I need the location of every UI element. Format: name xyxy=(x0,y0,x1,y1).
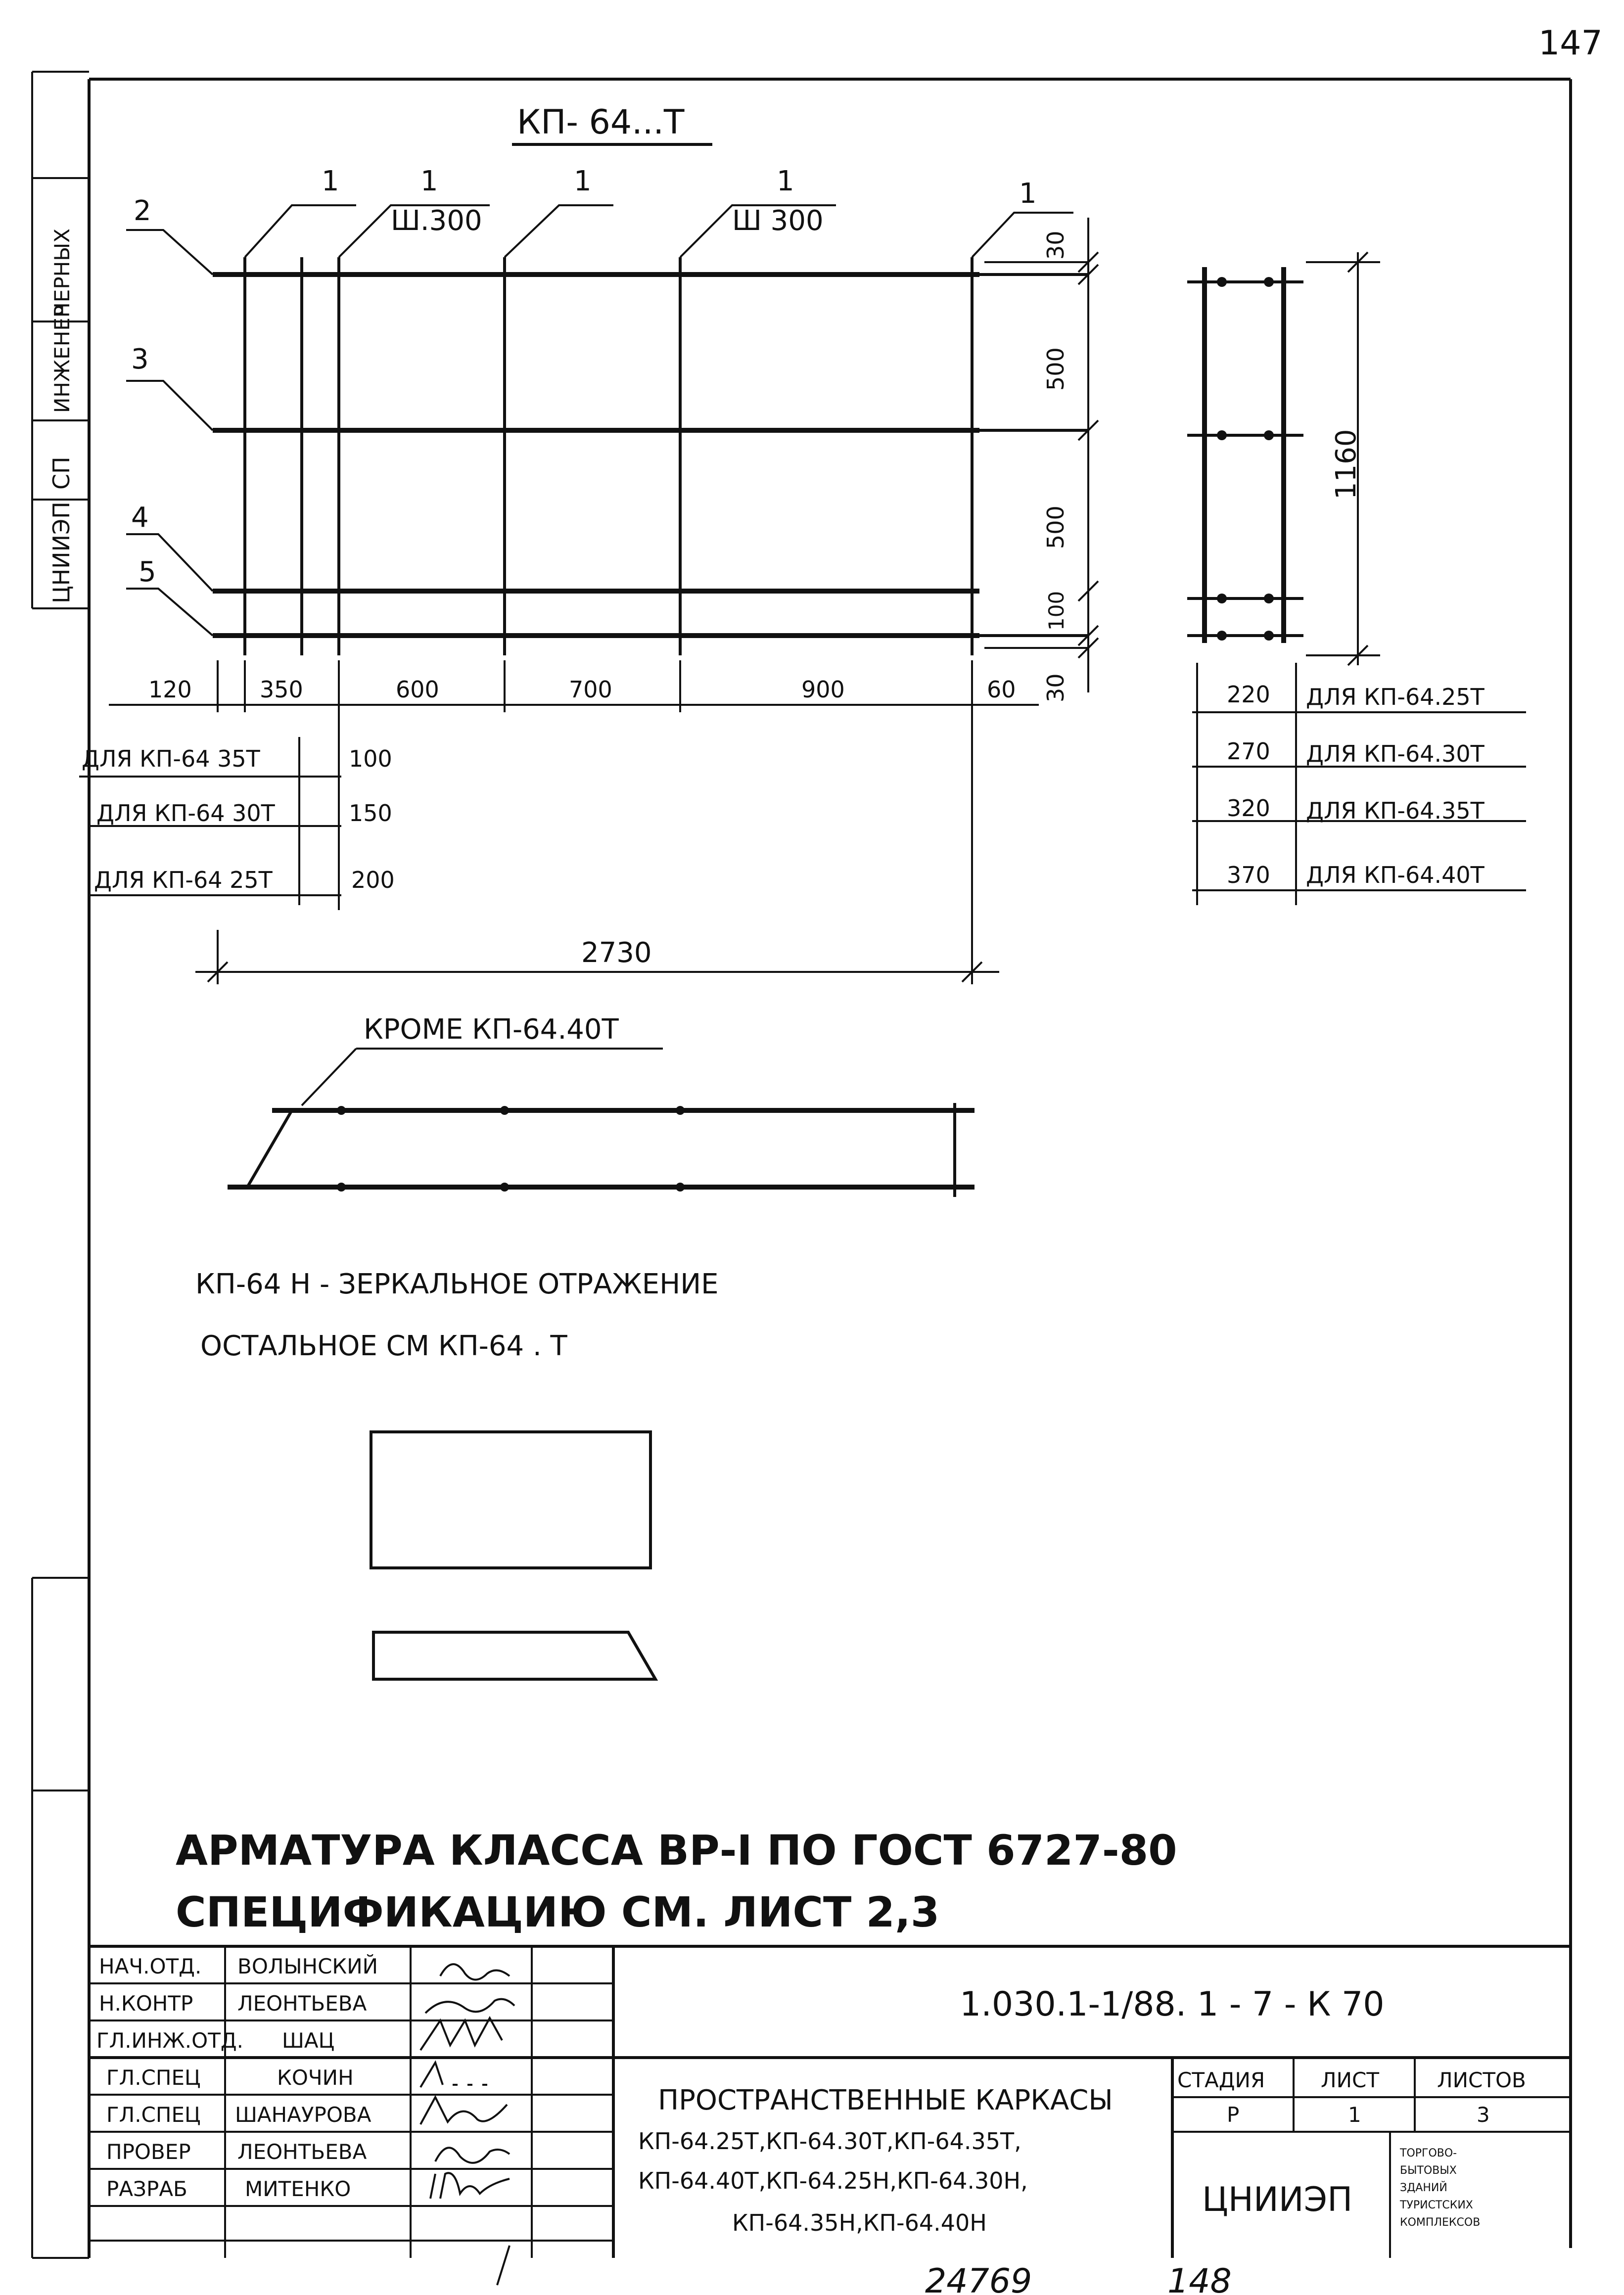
side-trapezoid xyxy=(373,1632,655,1679)
role-5: ГЛ.СПЕЦ xyxy=(106,2103,201,2127)
role-1: НАЧ.ОТД. xyxy=(99,1954,202,1978)
org-sub-2: БЫТОВЫХ xyxy=(1400,2164,1457,2177)
strip-label-2: СП xyxy=(48,457,75,490)
callout-1b-sub: Ш.300 xyxy=(391,205,482,237)
variant-value-3: 200 xyxy=(351,867,395,893)
hdim-4: 700 xyxy=(569,676,612,703)
bottom-number-2: 148 xyxy=(1167,2262,1232,2295)
sheet-header: ЛИСТ xyxy=(1321,2068,1379,2092)
section-label-2: ДЛЯ КП-64.30Т xyxy=(1306,740,1485,767)
callout-1a: 1 xyxy=(322,165,339,197)
name-7: МИТЕНКО xyxy=(245,2177,351,2201)
hdim-5: 900 xyxy=(801,676,845,703)
sheet-value: 1 xyxy=(1348,2103,1361,2127)
org-sub-4: ТУРИСТСКИХ xyxy=(1400,2199,1473,2211)
variant-value-2: 150 xyxy=(349,800,392,826)
section-width-3: 320 xyxy=(1227,795,1270,822)
total-length: 2730 xyxy=(581,937,652,969)
hdim-3: 600 xyxy=(396,676,439,703)
page-number: 147 xyxy=(1538,24,1603,63)
spec-line-2: СПЕЦИФИКАЦИЮ СМ. ЛИСТ 2,3 xyxy=(176,1888,940,1936)
section-height: 1160 xyxy=(1330,429,1362,500)
doc-code: 1.030.1-1/88. 1 - 7 - К 70 xyxy=(960,1985,1385,2024)
org-name: ЦНИИЭП xyxy=(1202,2180,1353,2219)
hdim-6: 60 xyxy=(987,676,1016,703)
desc-line-4: КП-64.35Н,КП-64.40Н xyxy=(732,2209,987,2236)
hdim-1: 120 xyxy=(148,676,192,703)
name-3: ШАЦ xyxy=(282,2028,335,2053)
name-6: ЛЕОНТЬЕВА xyxy=(237,2140,367,2164)
bottom-number-1: 24769 xyxy=(925,2262,1032,2295)
vertical-dimension-chain xyxy=(1078,218,1098,692)
perspective-sketch xyxy=(228,1049,974,1197)
callout-2: 2 xyxy=(134,195,151,227)
variant-label-2: ДЛЯ КП-64 30Т xyxy=(96,800,275,826)
callout-1c: 1 xyxy=(574,165,592,197)
spec-line-1: АРМАТУРА КЛАССА ВР-I ПО ГОСТ 6727-80 xyxy=(176,1826,1177,1875)
callout-1d: 1 xyxy=(777,165,794,197)
drawing-title: КП- 64...Т xyxy=(517,103,685,142)
variant-value-1: 100 xyxy=(349,745,392,772)
name-1: ВОЛЫНСКИЙ xyxy=(237,1954,378,1978)
org-sub-1: ТОРГОВО- xyxy=(1400,2147,1457,2159)
role-4: ГЛ.СПЕЦ xyxy=(106,2066,201,2090)
vdim-3: 500 xyxy=(1042,505,1069,549)
perspective-note: КРОМЕ КП-64.40Т xyxy=(364,1013,619,1046)
section-label-1: ДЛЯ КП-64.25Т xyxy=(1306,684,1485,710)
org-sub-3: ЗДАНИЙ xyxy=(1400,2182,1447,2194)
section-width-1: 220 xyxy=(1227,681,1270,708)
note-1: КП-64 Н - ЗЕРКАЛЬНОЕ ОТРАЖЕНИЕ xyxy=(195,1268,719,1300)
desc-line-3: КП-64.40Т,КП-64.25Н,КП-64.30Н, xyxy=(638,2167,1028,2194)
stage-header: СТАДИЯ xyxy=(1177,2068,1265,2092)
plan-rectangle xyxy=(371,1432,650,1568)
role-2: Н.КОНТР xyxy=(99,1991,193,2016)
stage-value: Р xyxy=(1227,2103,1240,2127)
callout-1b: 1 xyxy=(420,165,438,197)
role-7: РАЗРАБ xyxy=(106,2177,187,2201)
sheets-header: ЛИСТОВ xyxy=(1437,2068,1526,2092)
vdim-4: 100 xyxy=(1044,591,1068,631)
role-3: ГЛ.ИНЖ.ОТД. xyxy=(96,2028,244,2053)
callout-3: 3 xyxy=(131,343,149,375)
role-6: ПРОВЕР xyxy=(106,2140,191,2164)
name-2: ЛЕОНТЬЕВА xyxy=(237,1991,367,2016)
callout-5: 5 xyxy=(139,556,156,588)
strip-label-1: ЦНИИЭП xyxy=(48,502,75,603)
vdim-5: 30 xyxy=(1042,673,1069,702)
variant-label-3: ДЛЯ КП-64 25Т xyxy=(94,867,273,893)
section-label-3: ДЛЯ КП-64.35Т xyxy=(1306,797,1485,824)
sheets-value: 3 xyxy=(1477,2103,1490,2127)
name-4: КОЧИН xyxy=(277,2066,354,2090)
section-width-4: 370 xyxy=(1227,862,1270,888)
section-width-2: 270 xyxy=(1227,738,1270,765)
section-label-4: ДЛЯ КП-64.40Т xyxy=(1306,862,1485,888)
vdim-2: 500 xyxy=(1042,347,1069,391)
vdim-1: 30 xyxy=(1042,230,1069,260)
org-sub-5: КОМПЛЕКСОВ xyxy=(1400,2216,1481,2229)
callout-1d-sub: Ш 300 xyxy=(732,205,824,237)
variant-label-1: ДЛЯ КП-64 35Т xyxy=(82,745,260,772)
main-elevation xyxy=(126,205,1088,655)
desc-line-2: КП-64.25Т,КП-64.30Т,КП-64.35Т, xyxy=(638,2128,1021,2155)
name-5: ШАНАУРОВА xyxy=(235,2103,371,2127)
note-2: ОСТАЛЬНОЕ СМ КП-64 . Т xyxy=(200,1330,567,1362)
callout-4: 4 xyxy=(131,502,149,534)
hdim-2: 350 xyxy=(260,676,303,703)
desc-line-1: ПРОСТРАНСТВЕННЫЕ КАРКАСЫ xyxy=(658,2084,1113,2116)
strip-label-4: ЧЕРНЫХ xyxy=(50,228,74,317)
callout-1e: 1 xyxy=(1019,178,1037,210)
signatures xyxy=(420,1964,514,2285)
strip-label-3: ИНЖЕНЕР xyxy=(50,305,74,413)
